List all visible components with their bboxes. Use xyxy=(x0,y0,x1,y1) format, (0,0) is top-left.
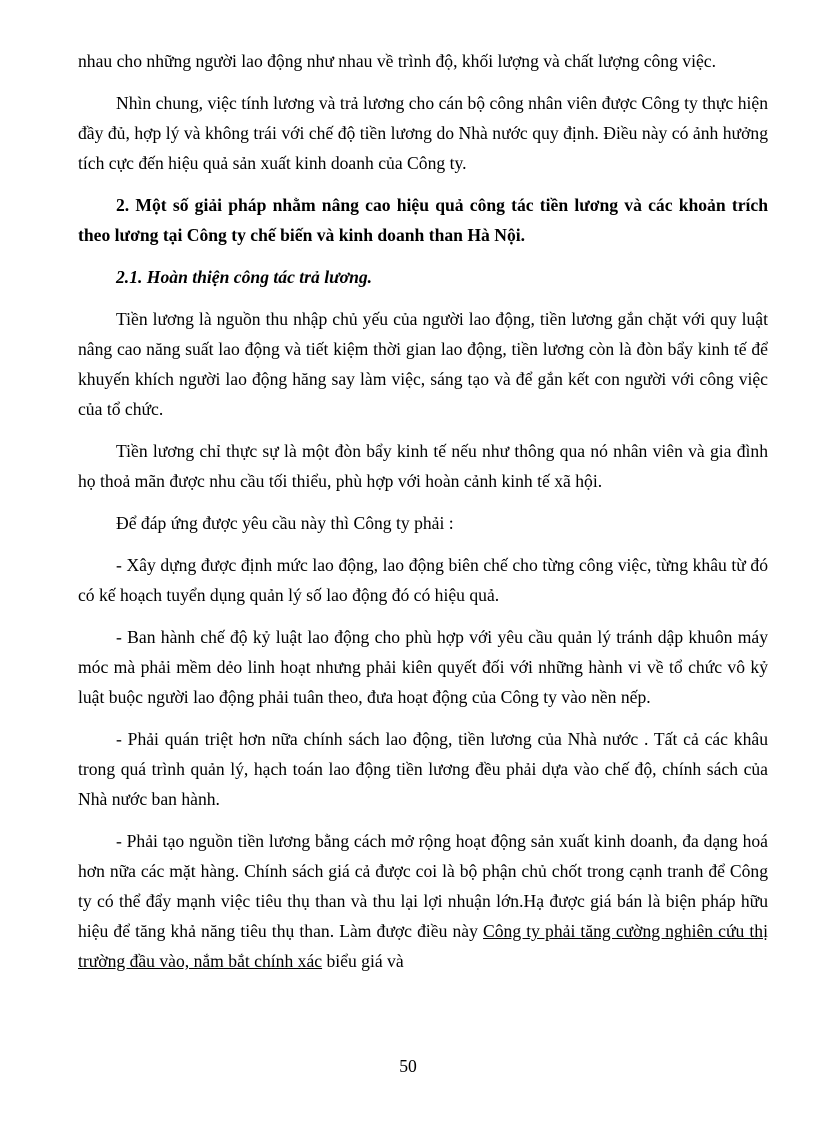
subsection-heading: 2.1. Hoàn thiện công tác trả lương. xyxy=(116,267,373,287)
paragraph-wage-lever: Tiền lương chỉ thực sự là một đòn bẩy kinh tế nếu như thông qua nó nhân viên và gia đình họ thoả mãn được nhu cầu tối thiểu, phù hợp với hoàn cảnh kinh tế xã hội. xyxy=(78,441,768,491)
list-item-policy: - Phải quán triệt hơn nữa chính sách lao động, tiền lương của Nhà nước . Tất cả các khâu trong quá trình quản lý, hạch toán lao động tiền lương đều phải dựa vào chế độ, chính sách của Nhà nước ban hành. xyxy=(78,729,768,809)
list-item-discipline: - Ban hành chế độ kỷ luật lao động cho phù hợp với yêu cầu quản lý tránh dập khuôn máy móc mà phải mềm dẻo linh hoạt nhưng phải kiên quyết đối với những hành vi về tổ chức vô kỷ luật buộc người lao động phải tuân theo, đưa hoạt động của Công ty vào nền nếp. xyxy=(78,627,768,707)
list-item-wage-source xyxy=(78,826,768,976)
wage-source-tail: biểu giá và xyxy=(322,951,404,971)
list-item-labor-norms: - Xây dựng được định mức lao động, lao động biên chế cho từng công việc, từng khâu từ đó có kế hoạch tuyển dụng quản lý số lao động đó có hiệu quả. xyxy=(78,555,768,605)
section-heading: 2. Một số giải pháp nhằm nâng cao hiệu quả công tác tiền lương và các khoản trích theo lương tại Công ty chế biến và kinh doanh than Hà Nội. xyxy=(78,195,768,245)
paragraph-requirements-intro: Để đáp ứng được yêu cầu này thì Công ty phải : xyxy=(116,513,454,533)
page-number: 50 xyxy=(399,1056,417,1076)
paragraph-continuation: nhau cho những người lao động như nhau về trình độ, khối lượng và chất lượng công việc. xyxy=(78,51,716,71)
paragraph-summary: Nhìn chung, việc tính lương và trả lương cho cán bộ công nhân viên được Công ty thực hiện đầy đủ, hợp lý và không trái với chế độ tiền lương do Nhà nước quy định. Điều này có ảnh hưởng tích cực đến hiệu quả sản xuất kinh doanh của Công ty. xyxy=(78,93,768,173)
paragraph-wage-role: Tiền lương là nguồn thu nhập chủ yếu của người lao động, tiền lương gắn chặt với quy luật nâng cao năng suất lao động và tiết kiệm thời gian lao động, tiền lương còn là đòn bẩy kinh tế để khuyến khích người lao động hăng say làm việc, sáng tạo và để gắn kết con người với công việc của tổ chức. xyxy=(78,309,768,419)
wage-source-text: - Phải tạo nguồn tiền lương bằng cách mở rộng hoạt động sản xuất kinh doanh, đa dạng hoá hơn nữa các mặt hàng. Chính sách giá cả được coi là bộ phận chủ chốt trong cạnh tranh để Công ty có thể đẩy mạnh việc tiêu thụ than và thu lại lợi nhuận lớn.Hạ được giá bán là biện pháp hữu hiệu để tăng khả năng tiêu thụ than. Làm được điều này xyxy=(78,831,768,941)
document-page xyxy=(78,46,768,976)
underlined-text: Công ty phải tăng cường nghiên cứu thị trường đầu vào, nắm bắt chính xác xyxy=(78,921,768,971)
